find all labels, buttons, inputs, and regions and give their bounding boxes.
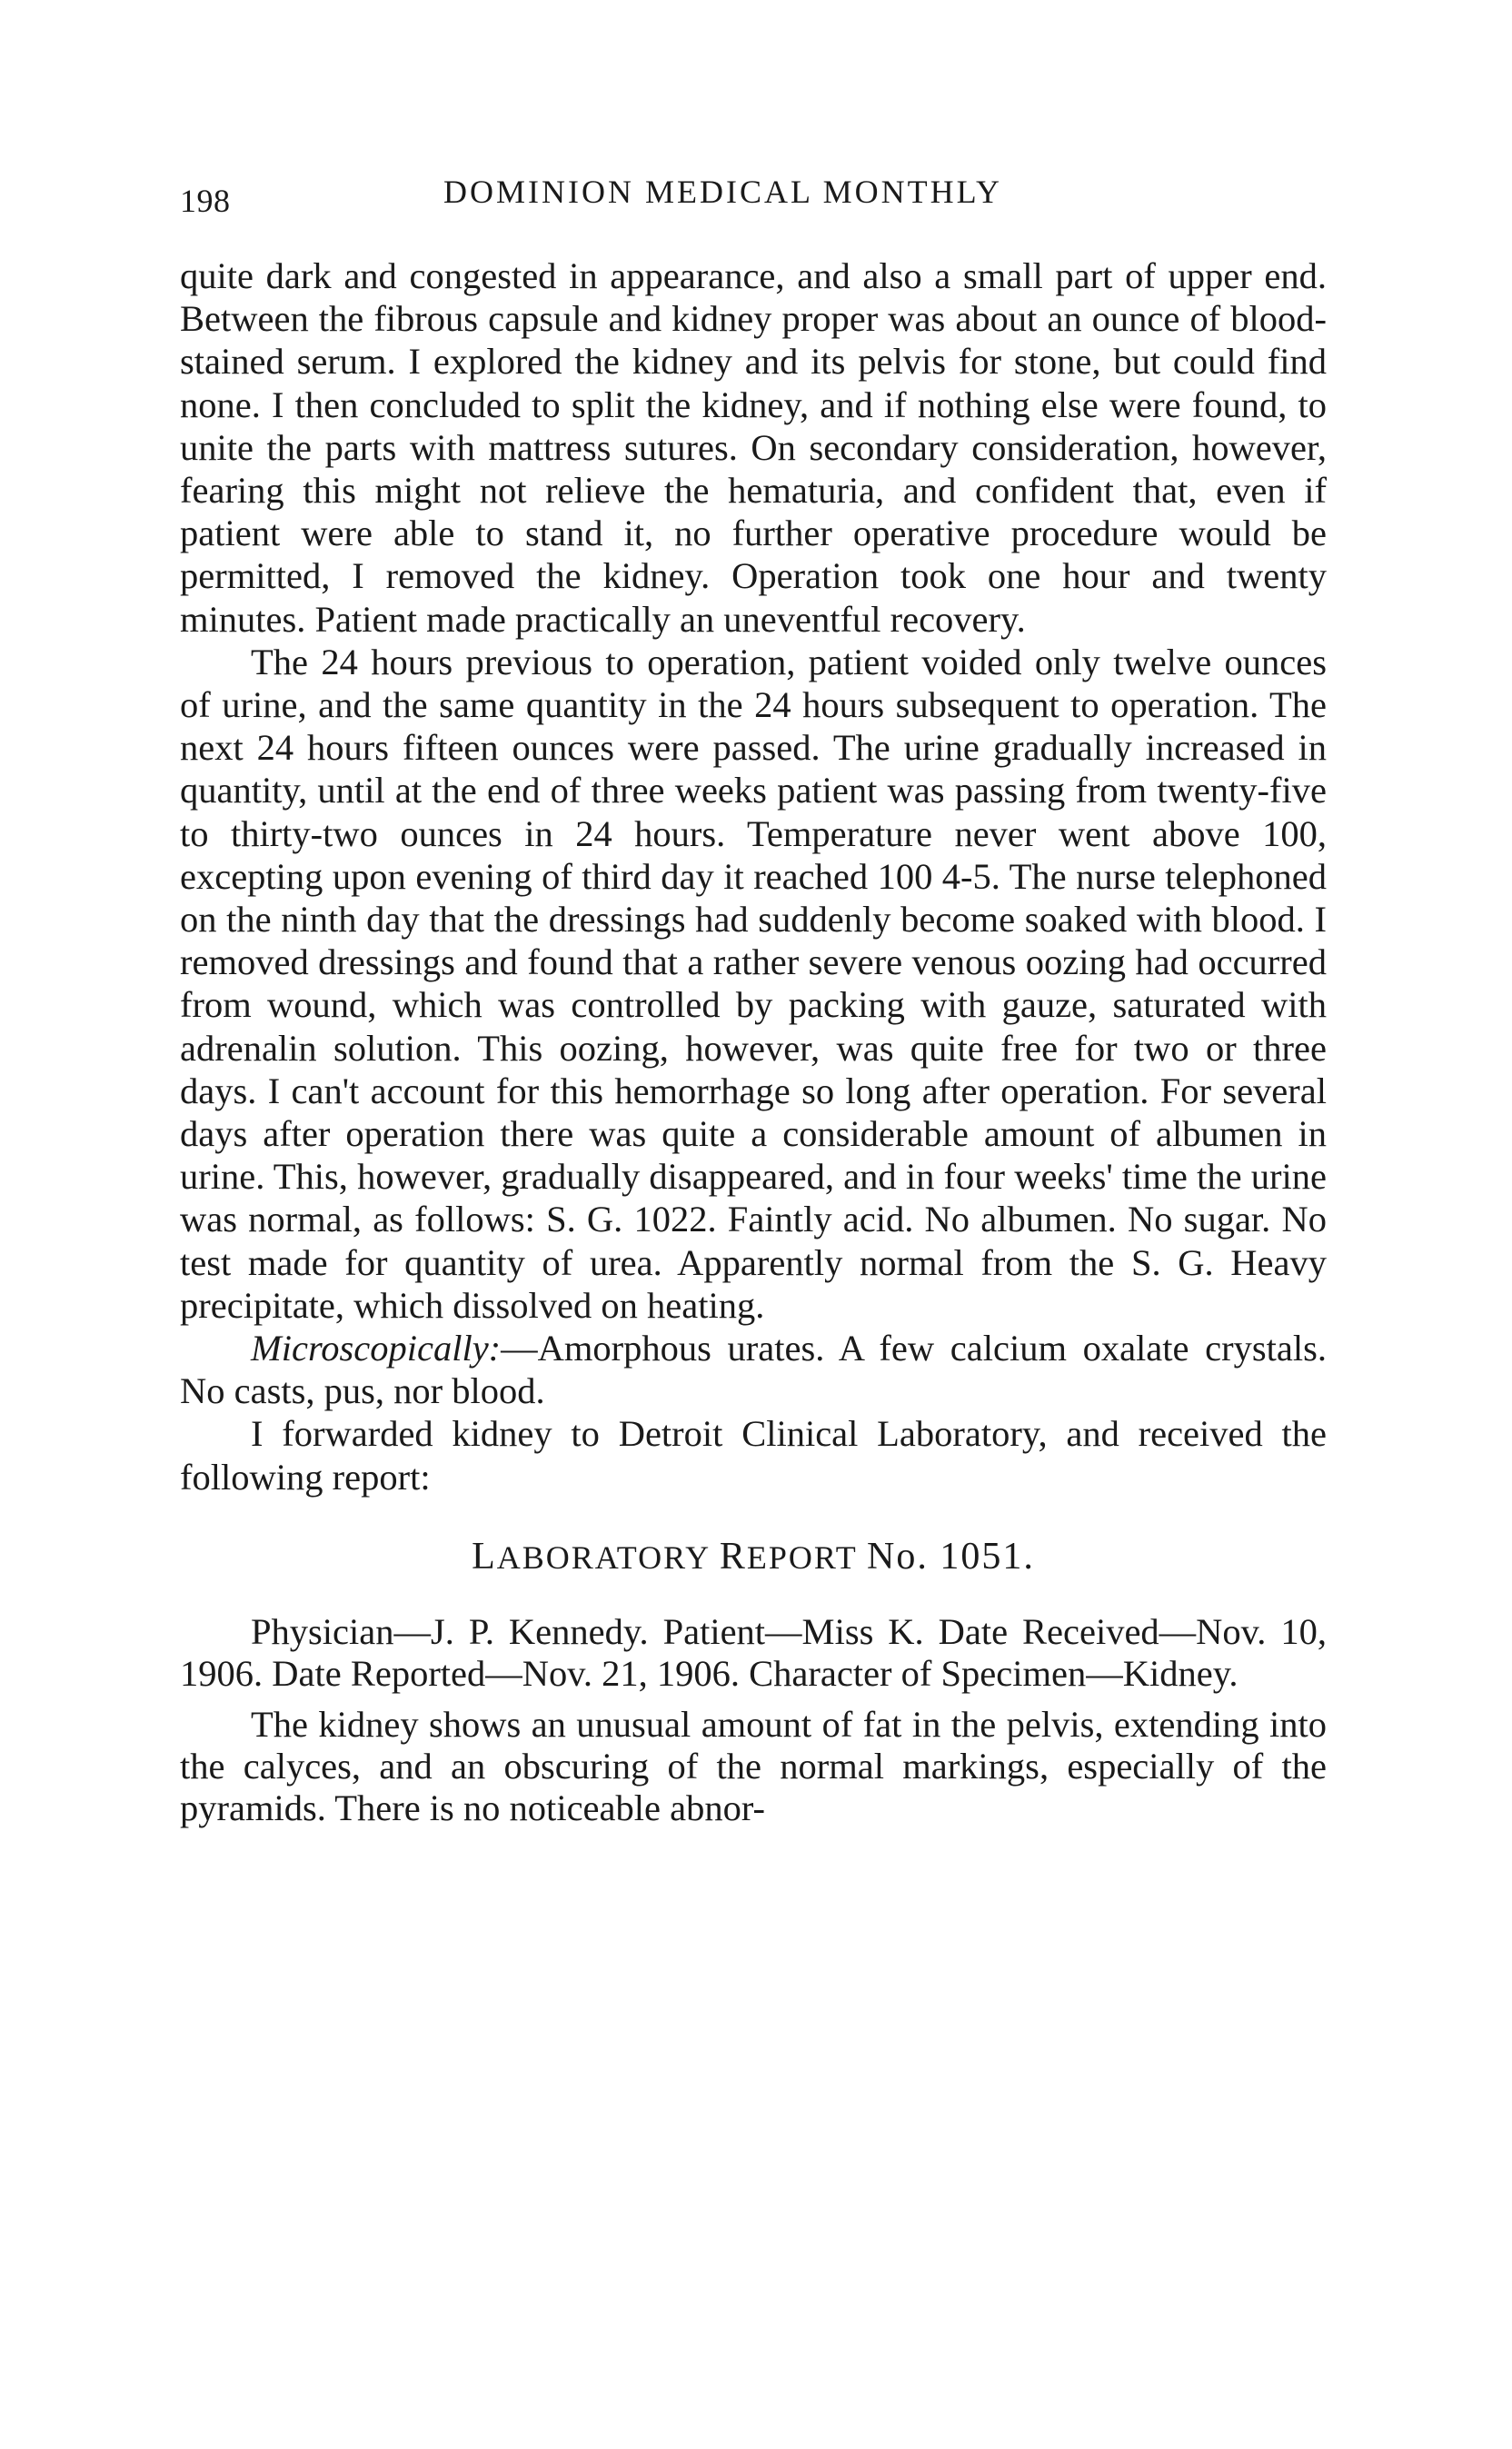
paragraph-urine-history: The 24 hours previous to operation, patient voided only twelve ounces of urine, and the same quantity in the 24 hours subsequent to operation. The next 24 hours fifteen ounces were passed. The urine gradually increased in quantity, until at the end of three weeks patient was passing from twenty-five to thirty-two ounces in 24 hours. Temperature never went above 100, excepting upon evening of third day it reached 100 4-5. The nurse telephoned on the ninth day that the dressings had suddenly become soaked with blood. I removed dressings and found that a rather severe venous oozing had occurred from wound, which was controlled by packing with gauze, saturated with adrenalin solution. This oozing, however, was quite free for two or three days. I can't account for this hemorrhage so long after operation. For several days after operation there was quite a considerable amount of albumen in urine. This, however, gradually disappeared, and in four weeks' time the urine was normal, as follows: S. G. 1022. Faintly acid. No albumen. No sugar. No test made for quantity of urea. Apparently normal from the S. G. Heavy precipitate, which dissolved on heating.	[180, 641, 1327, 1326]
running-head	[180, 173, 1327, 227]
report-findings: The kidney shows an unusual amount of fat in the pelvis, extending into the calyces, and an obscuring of the normal markings, especially of the pyramids. There is no noticeable abnor-	[180, 1703, 1327, 1828]
paragraph-continued: quite dark and congested in appearance, and also a small part of upper end. Between the fibrous capsule and kidney proper was about an ounce of blood-stained serum. I explored the kidney and its pelvis for stone, but could find none. I then concluded to split the kidney, and if nothing else were found, to unite the parts with mattress sutures. On secondary consideration, however, fearing this might not relieve the hematuria, and confident that, even if patient were able to stand it, no further operative procedure would be permitted, I removed the kidney. Operation took one hour and twenty minutes. Patient made practically an uneventful recovery.	[180, 255, 1327, 640]
journal-title: DOMINION MEDICAL MONTHLY	[443, 174, 1003, 210]
report-number: No. 1051.	[867, 1535, 1035, 1578]
page-number: 198	[180, 183, 231, 219]
report-body	[180, 1611, 1327, 1829]
page	[180, 173, 1327, 1829]
microscopically-label: Microscopically:	[251, 1328, 502, 1369]
body-text	[180, 254, 1327, 1498]
paragraph-forwarded: I forwarded kidney to Detroit Clinical Laboratory, and received the following report:	[180, 1413, 1327, 1498]
paragraph-microscopic	[180, 1327, 1327, 1412]
report-details: Physician—J. P. Kennedy. Patient—Miss K. Date Received—Nov. 10, 1906. Date Reported—Nov. 21, 1906. Character of Specimen—Kidney.	[180, 1610, 1327, 1694]
report-heading: LABORATORY REPORT No. 1051.	[472, 1535, 1035, 1578]
microscopic-findings: —Amorphous urates. A few calcium oxalate crystals. No casts, pus, nor blood.	[180, 1328, 1327, 1412]
